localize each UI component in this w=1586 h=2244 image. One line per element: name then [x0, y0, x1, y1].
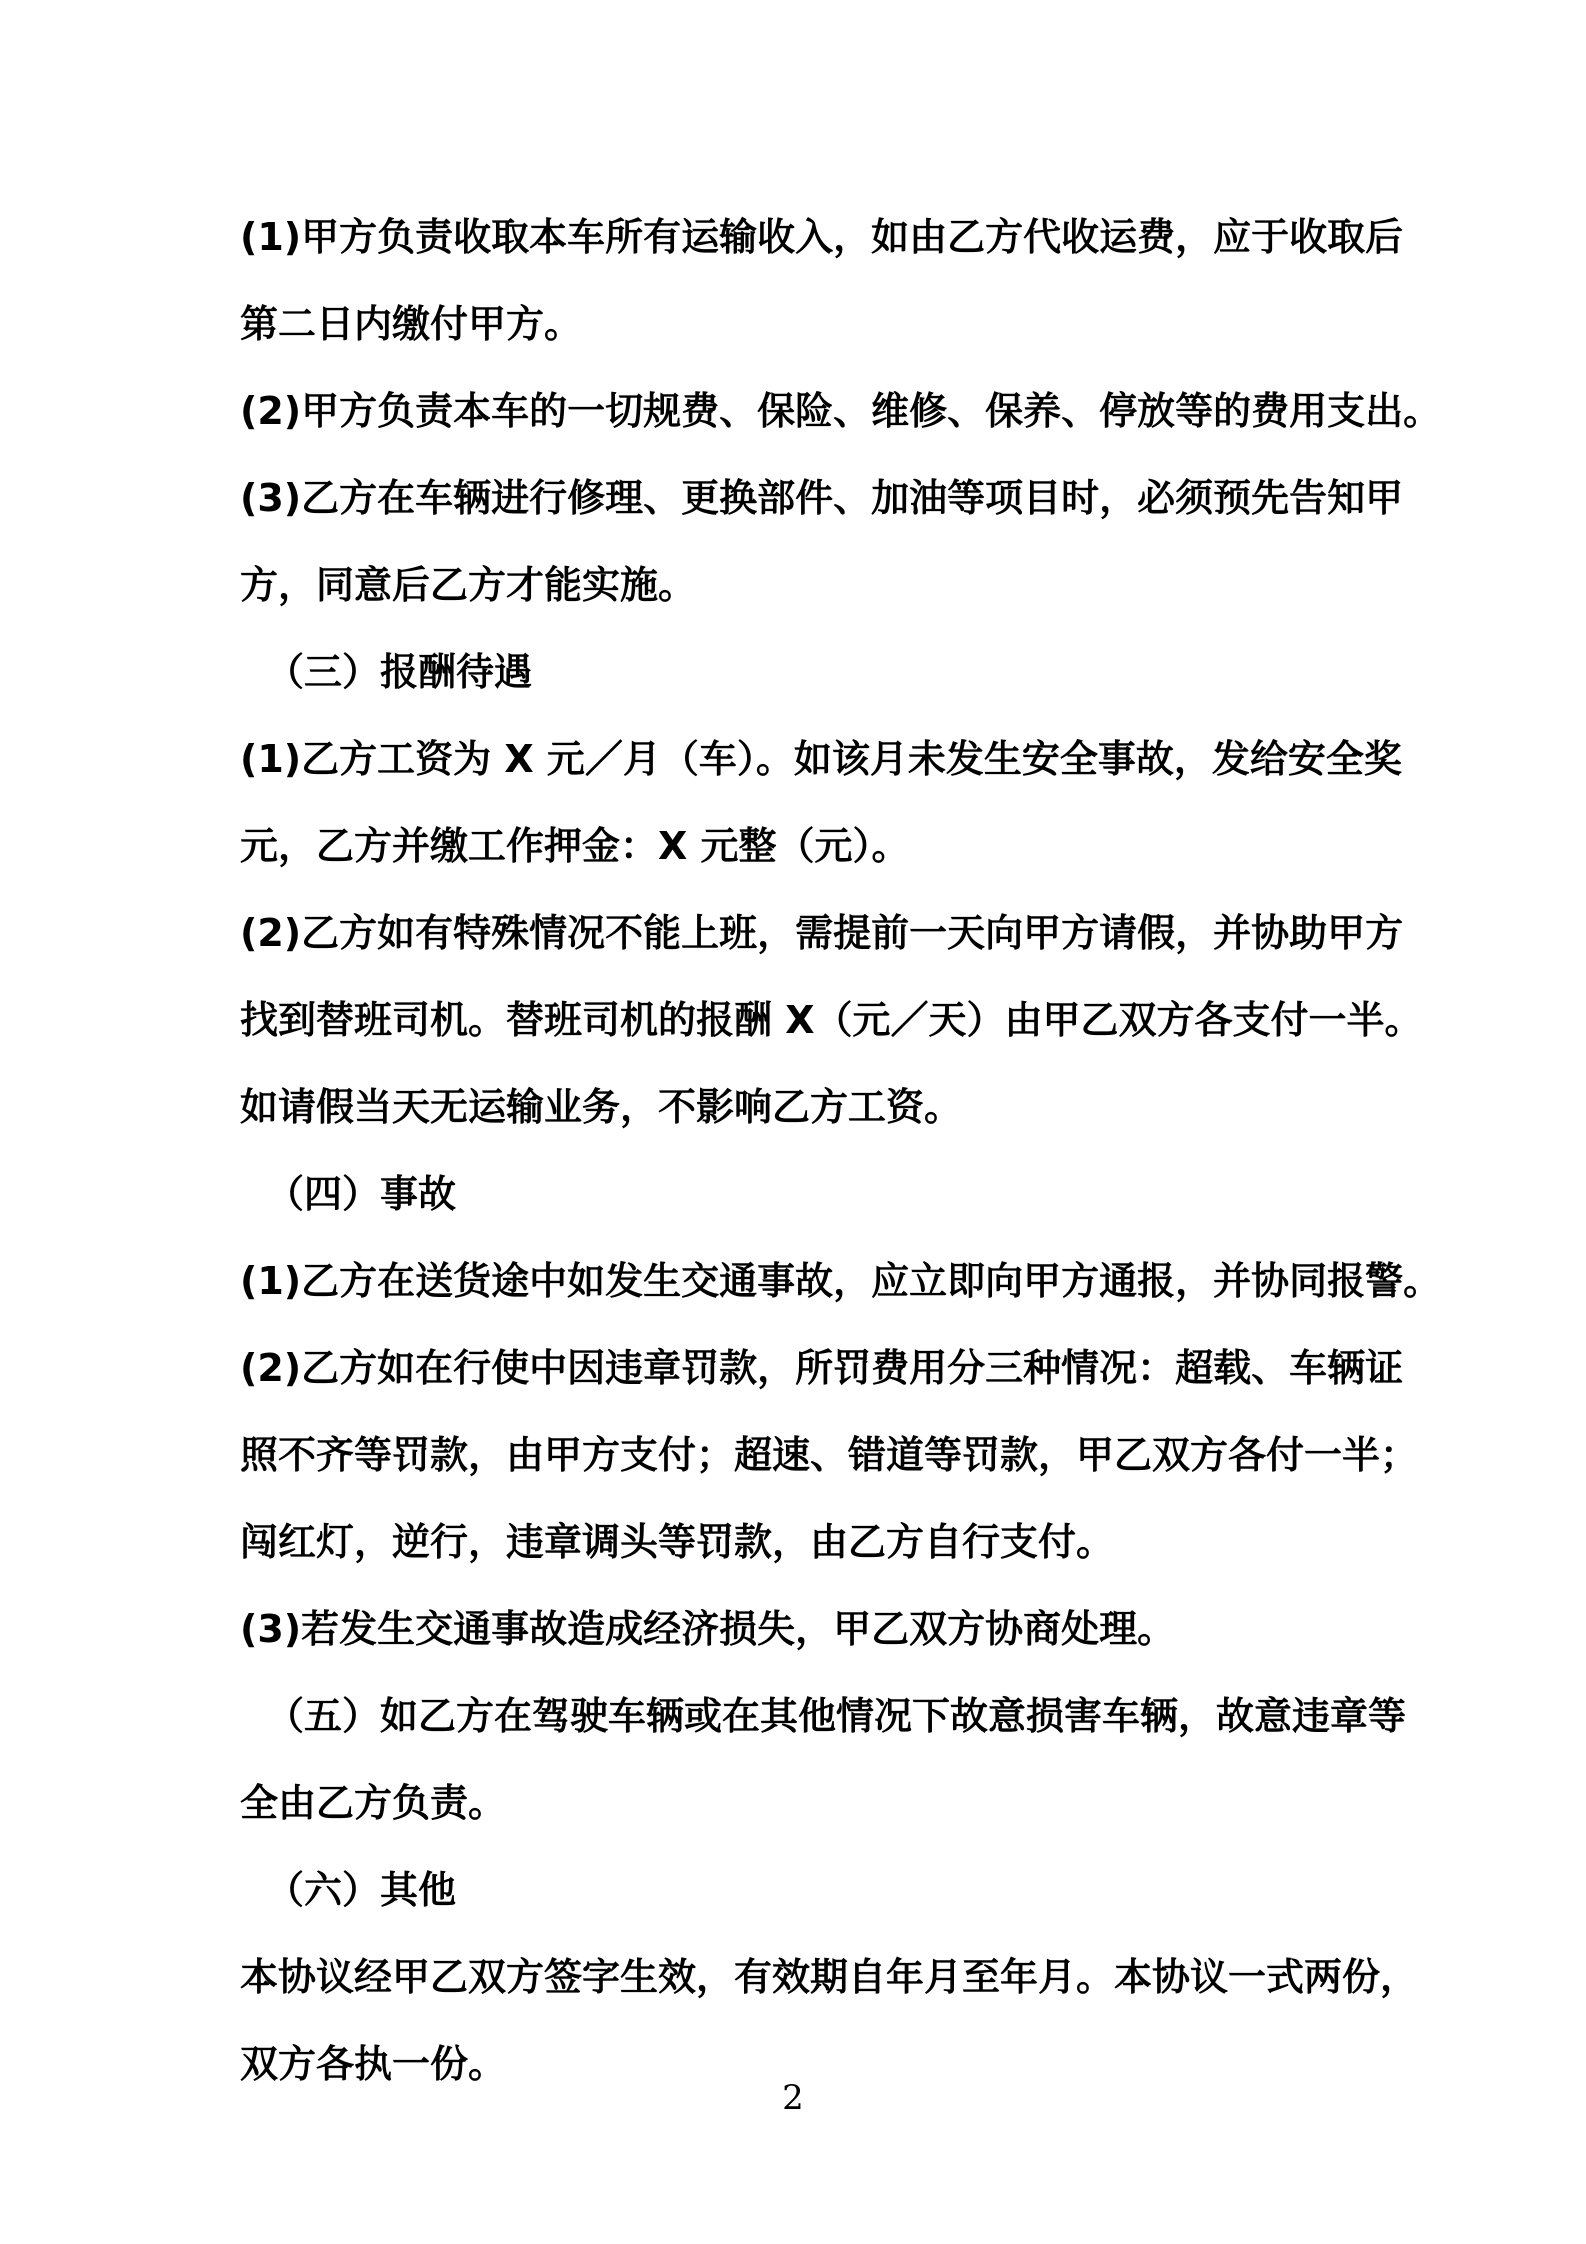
doc-line-19: 全由乙方负责。 — [240, 1781, 507, 1825]
doc-line-21: 本协议经甲乙双方签字生效，有效期自年月至年月。本协议一式两份， — [240, 1955, 1419, 1999]
contract-text-block — [240, 194, 1442, 2108]
doc-heading-other: （六）其他 — [266, 1868, 457, 1912]
doc-line-14: (2)乙方如在行使中因违章罚款，所罚费用分三种情况：超载、车辆证 — [240, 1346, 1404, 1390]
doc-line-16: 闯红灯，逆行，违章调头等罚款，由乙方自行支付。 — [240, 1520, 1115, 1564]
doc-line-10: 找到替班司机。替班司机的报酬 X（元／天）由甲乙双方各支付一半。 — [240, 998, 1423, 1042]
doc-line-01: (1)甲方负责收取本车所有运输收入，如由乙方代收运费，应于收取后 — [240, 215, 1404, 259]
doc-line-03: (2)甲方负责本车的一切规费、保险、维修、保养、停放等的费用支出。 — [240, 389, 1442, 433]
doc-line-11: 如请假当天无运输业务，不影响乙方工资。 — [240, 1085, 963, 1129]
doc-line-15: 照不齐等罚款，由甲方支付；超速、错道等罚款，甲乙双方各付一半； — [240, 1433, 1419, 1477]
doc-heading-accidents: （四）事故 — [266, 1172, 457, 1216]
doc-line-22: 双方各执一份。 — [240, 2042, 507, 2086]
doc-line-08: 元，乙方并缴工作押金：X 元整（元）。 — [240, 824, 910, 868]
doc-line-13: (1)乙方在送货途中如发生交通事故，应立即向甲方通报，并协同报警。 — [240, 1259, 1442, 1303]
doc-line-07: (1)乙方工资为 X 元／月（车）。如该月未发生安全事故，发给安全奖 — [240, 737, 1402, 781]
doc-heading-liability: （五）如乙方在驾驶车辆或在其他情况下故意损害车辆，故意违章等 — [266, 1694, 1407, 1738]
doc-line-17: (3)若发生交通事故造成经济损失，甲乙双方协商处理。 — [240, 1607, 1176, 1651]
doc-line-09: (2)乙方如有特殊情况不能上班，需提前一天向甲方请假，并协助甲方 — [240, 911, 1404, 955]
doc-line-02: 第二日内缴付甲方。 — [240, 302, 583, 346]
page-number: 2 — [782, 2078, 804, 2118]
doc-line-05: 方，同意后乙方才能实施。 — [240, 563, 697, 607]
doc-heading-compensation: （三）报酬待遇 — [266, 650, 533, 694]
doc-line-04: (3)乙方在车辆进行修理、更换部件、加油等项目时，必须预先告知甲 — [240, 476, 1404, 520]
